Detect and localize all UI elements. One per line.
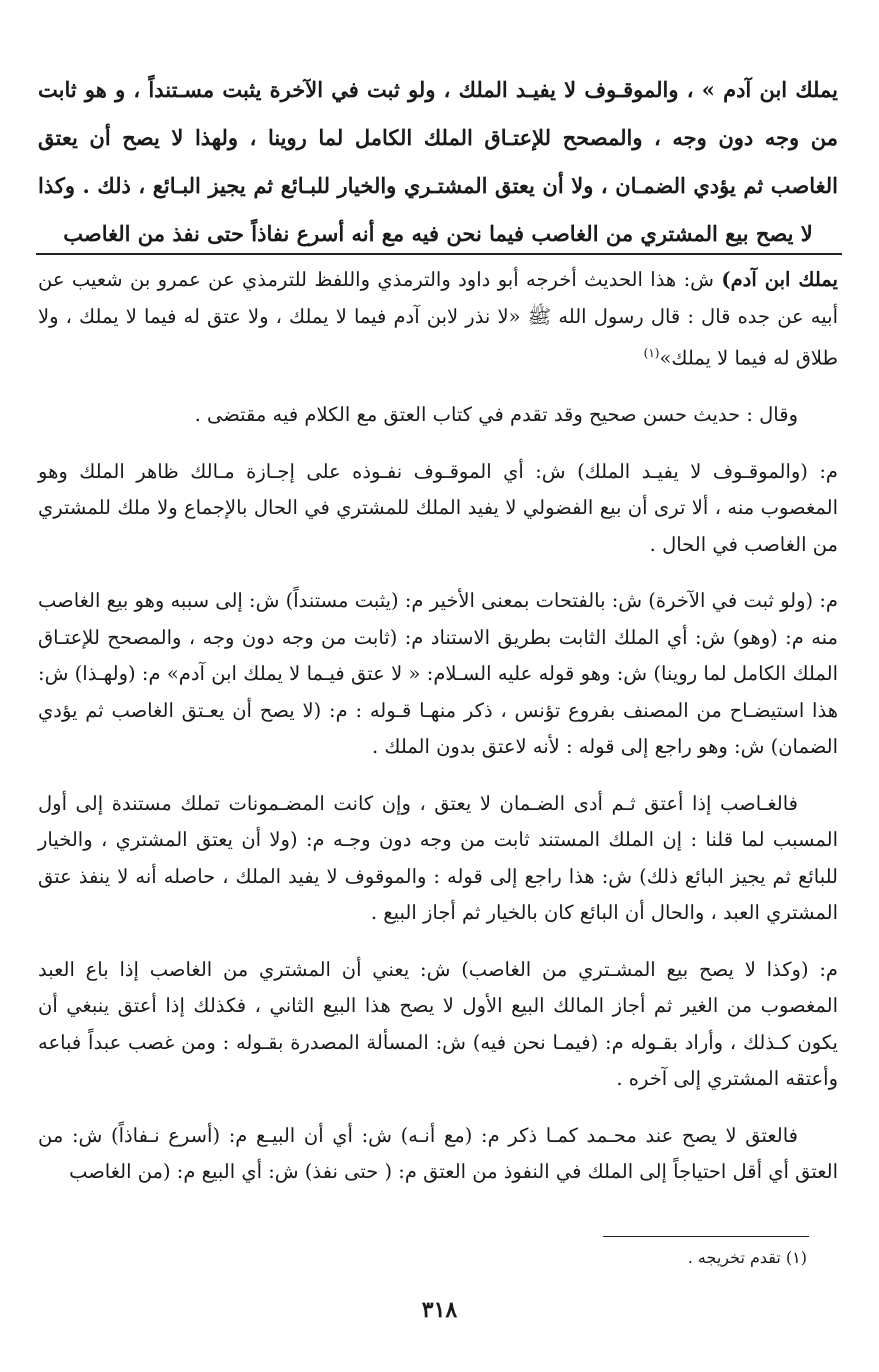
commentary-text-5: فالغـاصب إذا أعتق ثـم أدى الضـمان لا يعتق ، وإن كانت المضـمونات تملك مستندة إلى أول المسبب لما قلنا : إن الملك المستند ثابت من وجه دون وجـه م: (ولا أن يعتق المشتري ، والخيار للبائع ثم يجيز البائع ذلك) ش: هذا راجع إلى قوله : والموقوف لا يفيد الملك ، حاصله أنه لا ينفذ عتق المشتري العبد ، والحال أن البائع كان بالخيار ثم أجاز البيع . <box>38 791 838 924</box>
commentary-paragraph-2 <box>38 397 838 434</box>
footnote-divider <box>603 1236 809 1237</box>
sharh-commentary <box>38 262 838 1211</box>
commentary-text-1: ش: هذا الحديث أخرجه أبو داود والترمذي واللفظ للترمذي عن عمرو بن شعيب عن أبيه عن جده قال : قال رسول الله ﷺ «لا نذر لابن آدم فيما لا يملك ، ولا عتق له فيما لا يملك ، ولا طلاق له فيما لا يملك» <box>38 268 838 370</box>
commentary-paragraph-7 <box>38 1118 838 1191</box>
commentary-text-4: م: (ولو ثبت في الآخرة) ش: بالفتحات بمعنى الأخير م: (يثبت مستنداً) ش: إلى سببه وهو بيع الغاصب منه م: (وهو) ش: أي الملك الثابت بطريق الاستناد م: (ثابت من وجه دون وجه ، والمصحح للإعتـاق الملك الكامل لما روينا) ش: وهو قوله عليه السـلام: « لا عتق فيـما لا يملك ابن آدم» م: (ولهـذا) ش: هذا استيضـاح من المصنف بفروع تؤنس ، ذكر منهـا قـوله : م: (لا يصح أن يعـتق الغاصب ثم يؤدي الضمان) ش: وهو راجع إلى قوله : لأنه لاعتق بدون الملك . <box>38 589 838 758</box>
commentary-text-3: م: (والموقـوف لا يفيـد الملك) ش: أي الموقـوف نفـوذه على إجـازة مـالك ظاهر الملك وهو المغصوب منه ، ألا ترى أن بيع الفضولي لا يفيد الملك للمشتري في الحال بالإجماع ولا ملك للمشتري من الغاصب في الحال . <box>38 459 838 556</box>
matn-main-text: يملك ابن آدم » ، والموقـوف لا يفيـد الملك ، ولو ثبت في الآخرة يثبت مسـتنداً ، و هو ثابت من وجه دون وجه ، والمصحح للإعتـاق الملك الكامل لما روينا ، ولهذا لا يصح أن يعتق الغاصب ثم يؤدي الضمـان ، ولا أن يعتق المشتـري والخيار للبـائع ثم يجيز البـائع ، ذلك . وكذا لا يصح بيع المشتري من الغاصب فيما نحن فيه مع أنه أسرع نفاذاً حتى نفذ من الغاصب <box>38 77 838 246</box>
footnote-reference: (١) <box>643 346 660 360</box>
commentary-lead-1: يملك ابن آدم) <box>721 268 838 291</box>
commentary-text-7: فالعتق لا يصح عند محـمد كمـا ذكر م: (مع أنـه) ش: أي أن البيـع م: (أسرع نـفاذاً) ش: من العتق أي أقل احتياجاً إلى الملك في النفوذ من العتق م: ( حتى نفذ) ش: أي البيع م: (من الغاصب <box>38 1123 838 1183</box>
commentary-paragraph-6 <box>38 952 838 1098</box>
commentary-paragraph-4 <box>38 583 838 766</box>
page-number: ٣١٨ <box>421 1297 458 1323</box>
footnote: (١) تقدم تخريجه . <box>687 1248 807 1267</box>
commentary-paragraph-5 <box>38 786 838 932</box>
commentary-paragraph-3 <box>38 454 838 564</box>
commentary-paragraph-1 <box>38 262 838 377</box>
main-text-divider <box>36 253 842 255</box>
commentary-text-6: م: (وكذا لا يصح بيع المشـتري من الغاصب) ش: يعني أن المشتري من الغاصب إذا باع العبد المغصوب من الغير ثم أجاز المالك البيع الأول لا يصح هذا البيع الثاني ، فكذلك إذا أعتق ينبغي أن يكون كـذلك ، وأراد بقـوله م: (فيمـا نحن فيه) ش: المسألة المصدرة بقـوله : ومن غصب عبداً فباعه وأعتقه المشتري إلى آخره . <box>38 957 838 1090</box>
commentary-text-2: وقال : حديث حسن صحيح وقد تقدم في كتاب العتق مع الكلام فيه مقتضى . <box>194 403 798 426</box>
